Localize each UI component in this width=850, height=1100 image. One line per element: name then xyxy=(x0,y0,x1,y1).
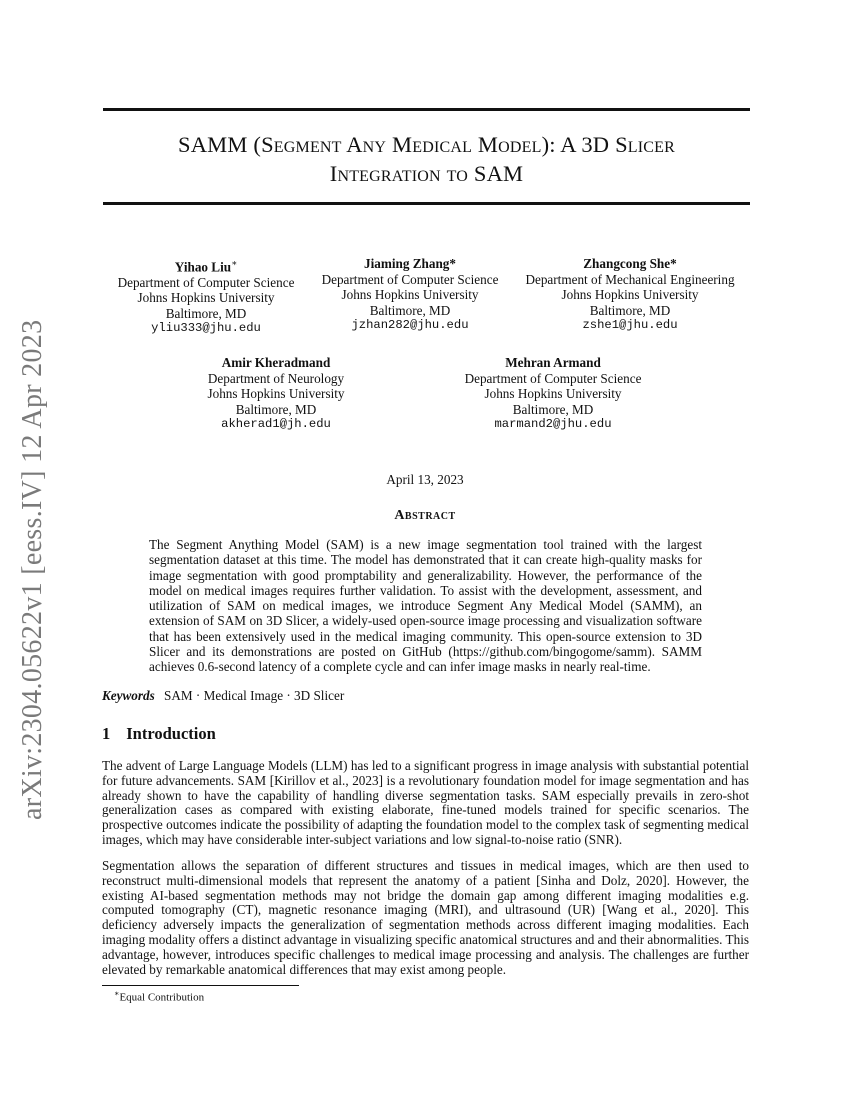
author-city: Baltimore, MD xyxy=(369,302,451,318)
author-block xyxy=(512,256,748,334)
title-bottom-rule xyxy=(103,202,750,205)
title-part: SAMM ( xyxy=(177,132,262,157)
author-department: Department of Neurology xyxy=(207,370,345,386)
author-university: Johns Hopkins University xyxy=(207,386,345,401)
author-city: Baltimore, MD xyxy=(235,401,317,417)
author-block xyxy=(103,256,309,337)
author-block xyxy=(190,355,362,433)
author-department: Department of Computer Science xyxy=(464,370,642,386)
author-city: Baltimore, MD xyxy=(165,305,247,321)
author-email: jzhan282@jhu.edu xyxy=(351,318,469,332)
title-top-rule xyxy=(103,108,750,111)
author-university: Johns Hopkins University xyxy=(341,287,479,302)
author-department: Department of Computer Science xyxy=(117,274,295,290)
author-email: marmand2@jhu.edu xyxy=(494,417,612,431)
abstract-heading: Abstract xyxy=(394,508,456,523)
publication-date: April 13, 2023 xyxy=(386,472,464,487)
author-email: akherad1@jh.edu xyxy=(221,417,331,431)
author-university: Johns Hopkins University xyxy=(561,287,699,302)
author-name: Zhangcong She* xyxy=(583,256,677,271)
section-heading xyxy=(102,724,216,744)
title-part: SAM xyxy=(468,161,524,186)
section-number: 1 xyxy=(102,724,111,743)
footnote-rule xyxy=(102,985,299,986)
abstract-text: The Segment Anything Model (SAM) is a new image segmentation tool trained with the largest segmentation dataset at this time. The model has demonstrated that it can create high-quality masks for image segmentation with good promptability and generalizability. However, the performance of the model on medical images requires further validation. To assist with the development, assessment, and utilization of SAM on medical images, we introduce Segment Any Medical Model (SAMM), an extension of SAM on 3D Slicer, a widely-used open-source image processing and visualization software that has been extensively used in the medical imaging community. This open-source extension to 3D Slicer and its demonstrations are posted on GitHub (https://github.com/bingogome/samm). SAMM achieves 0.6-second latency of a complete cycle and can infer image masks in nearly real-time. xyxy=(149,537,702,675)
title-part: Slicer xyxy=(615,132,675,157)
intro-paragraph: The advent of Large Language Models (LLM) has led to a significant progress in image analysis with substantial potential for future advancements. SAM [Kirillov et al., 2023] is a revolutionary foundation model for image segmentation and has already shown to have the capability of handling diverse segmentation tasks. SAM especially prevails in zero-shot generalization cases as compared with existing elaborate, fine-tuned models trained for specific scenarios. The prospective outcomes indicate the possibility of adapting the foundation model to the complex task of segmenting medical images, which may have considerable inter-subject variations and low signal-to-noise ratio (SNR). xyxy=(102,758,749,847)
author-name: Jiaming Zhang* xyxy=(364,256,456,271)
arxiv-identifier-stamp: arXiv:2304.05622v1 [eess.IV] 12 Apr 2023 xyxy=(17,319,48,820)
footnote xyxy=(114,989,204,1004)
author-university: Johns Hopkins University xyxy=(484,386,622,401)
paper-title xyxy=(103,130,750,188)
author-city: Baltimore, MD xyxy=(512,401,594,417)
author-university: Johns Hopkins University xyxy=(137,290,275,306)
title-part: Integration to xyxy=(329,161,469,186)
title-part: Segment Any Medical Model xyxy=(261,132,542,157)
keywords-list: SAM · Medical Image · 3D Slicer xyxy=(164,688,345,703)
section-title: Introduction xyxy=(126,724,216,743)
author-block xyxy=(448,355,658,433)
author-email: yliu333@jhu.edu xyxy=(151,321,261,336)
author-email: zshe1@jhu.edu xyxy=(582,318,678,332)
author-department: Department of Computer Science xyxy=(321,271,499,287)
author-block xyxy=(312,256,508,334)
keywords-label: Keywords xyxy=(102,688,155,703)
author-name: Amir Kheradmand xyxy=(221,355,331,370)
author-department: Department of Mechanical Engineering xyxy=(525,271,735,287)
author-name: Mehran Armand xyxy=(505,355,601,370)
author-name: Yihao Liu∗ xyxy=(174,258,238,275)
title-part: ): A 3D xyxy=(541,132,616,157)
footnote-text: Equal Contribution xyxy=(119,991,205,1004)
intro-paragraph: Segmentation allows the separation of different structures and tissues in medical images, which are then used to reconstruct multi-dimensional models that represent the anatomy of a patient [Sinha and Dolz, 2020]. However, the existing AI-based segmentation methods may not bridge the domain gap among different imaging modalities e.g. computed tomography (CT), magnetic resonance imaging (MRI), and ultrasound (UR) [Wang et al., 2020]. This deficiency adversely impacts the generalization of segmentation methods across different imaging modalities. Each imaging modality offers a distinct advantage in visualizing specific anatomical structures and and their abnormalities. This advantage, however, introduces specific challenges to medical image processing and analysis. The challenges are further elevated by remarkable anatomical differences that may exist among people. xyxy=(102,858,749,977)
keywords-line xyxy=(102,688,344,704)
author-city: Baltimore, MD xyxy=(589,302,671,318)
footnote-mark: ∗ xyxy=(114,989,120,998)
